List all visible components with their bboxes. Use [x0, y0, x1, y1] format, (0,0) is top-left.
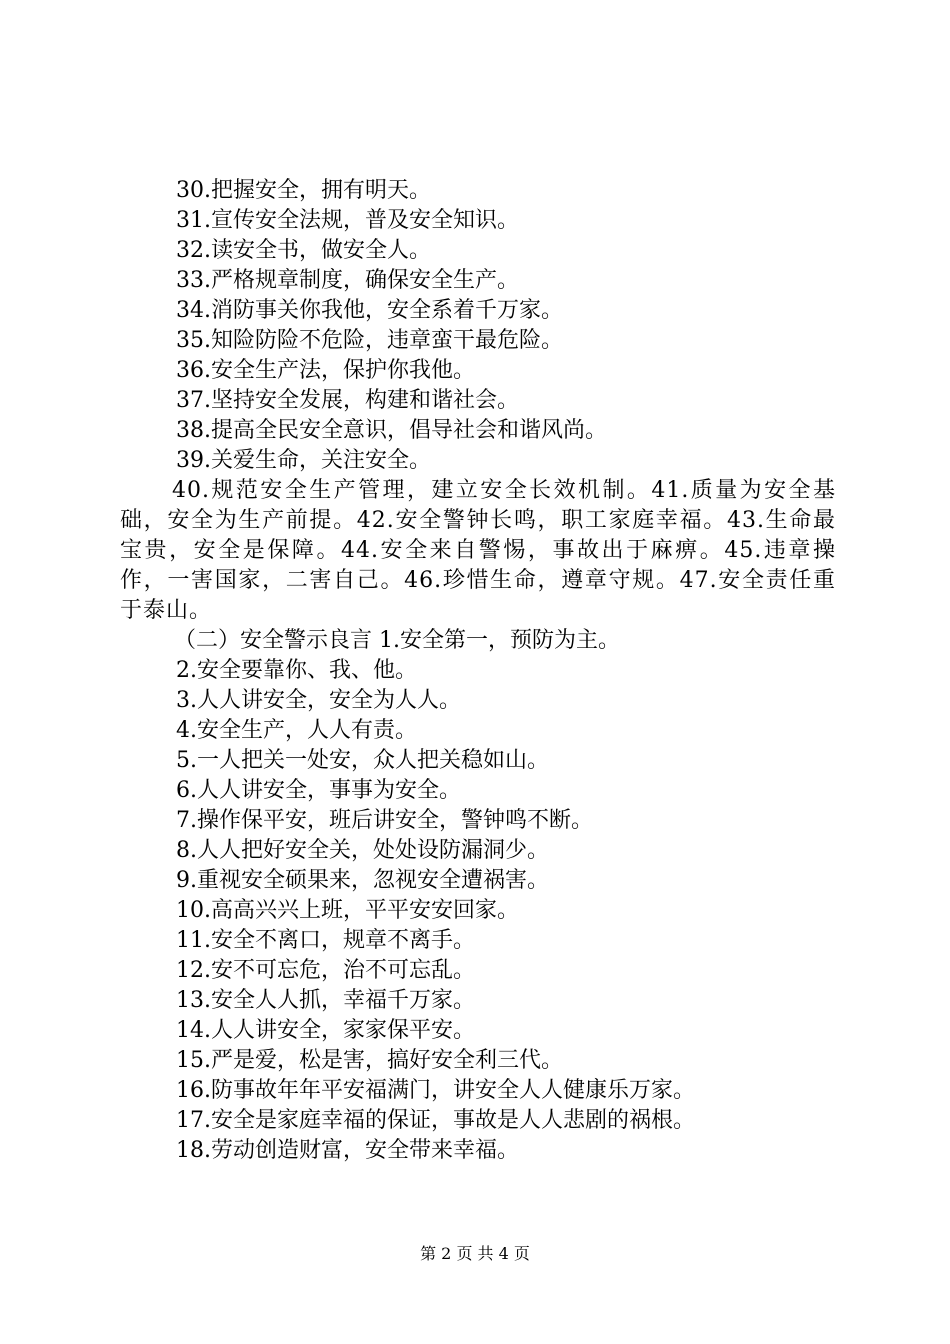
slogan-paragraph: 40.规范安全生产管理，建立安全长效机制。41.质量为安全基础，安全为生产前提。42.安全警钟长鸣，职工家庭幸福。43.生命最宝贵，安全是保障。44.安全来自警惕，事故出于麻痹。45.违章操作，一害国家，二害自己。46.珍惜生命，遵章守规。47.安全责任重于泰山。: [120, 478, 836, 623]
list-item: 14.人人讲安全，家家保平安。: [176, 1018, 475, 1043]
list-item: 39.关爱生命，关注安全。: [176, 448, 431, 473]
list-item: 33.严格规章制度，确保安全生产。: [176, 268, 519, 293]
list-item: 18.劳动创造财富，安全带来幸福。: [176, 1138, 519, 1163]
page-footer: 第 2 页 共 4 页: [420, 1244, 530, 1263]
list-item: 36.安全生产法，保护你我他。: [176, 358, 475, 383]
list-item: 11.安全不离口，规章不离手。: [176, 928, 475, 953]
list-item: 4.安全生产，人人有责。: [176, 718, 417, 743]
list-item: 38.提高全民安全意识，倡导社会和谐风尚。: [176, 418, 607, 443]
list-item: 34.消防事关你我他，安全系着千万家。: [176, 298, 563, 323]
list-item: 17.安全是家庭幸福的保证，事故是人人悲剧的祸根。: [176, 1108, 695, 1133]
document-body: [120, 176, 836, 1166]
list-item: 9.重视安全硕果来，忽视安全遭祸害。: [176, 868, 549, 893]
list-item: 12.安不可忘危，治不可忘乱。: [176, 958, 475, 983]
list-item: 15.严是爱，松是害，搞好安全利三代。: [176, 1048, 563, 1073]
list-item: 7.操作保平安，班后讲安全，警钟鸣不断。: [176, 808, 593, 833]
list-item: 10.高高兴兴上班，平平安安回家。: [176, 898, 519, 923]
list-item: 8.人人把好安全关，处处设防漏洞少。: [176, 838, 549, 863]
list-item: 2.安全要靠你、我、他。: [176, 658, 417, 683]
section-heading: （二）安全警示良言 1.安全第一，预防为主。: [174, 628, 620, 653]
list-item: 5.一人把关一处安，众人把关稳如山。: [176, 748, 549, 773]
list-item: 6.人人讲安全，事事为安全。: [176, 778, 461, 803]
list-item: 35.知险防险不危险，违章蛮干最危险。: [176, 328, 563, 353]
list-item: 30.把握安全，拥有明天。: [176, 178, 431, 203]
list-item: 37.坚持安全发展，构建和谐社会。: [176, 388, 519, 413]
list-item: 13.安全人人抓，幸福千万家。: [176, 988, 475, 1013]
list-item: 32.读安全书，做安全人。: [176, 238, 431, 263]
list-item: 3.人人讲安全，安全为人人。: [176, 688, 461, 713]
list-item: 16.防事故年年平安福满门，讲安全人人健康乐万家。: [176, 1078, 695, 1103]
list-item: 31.宣传安全法规，普及安全知识。: [176, 208, 519, 233]
